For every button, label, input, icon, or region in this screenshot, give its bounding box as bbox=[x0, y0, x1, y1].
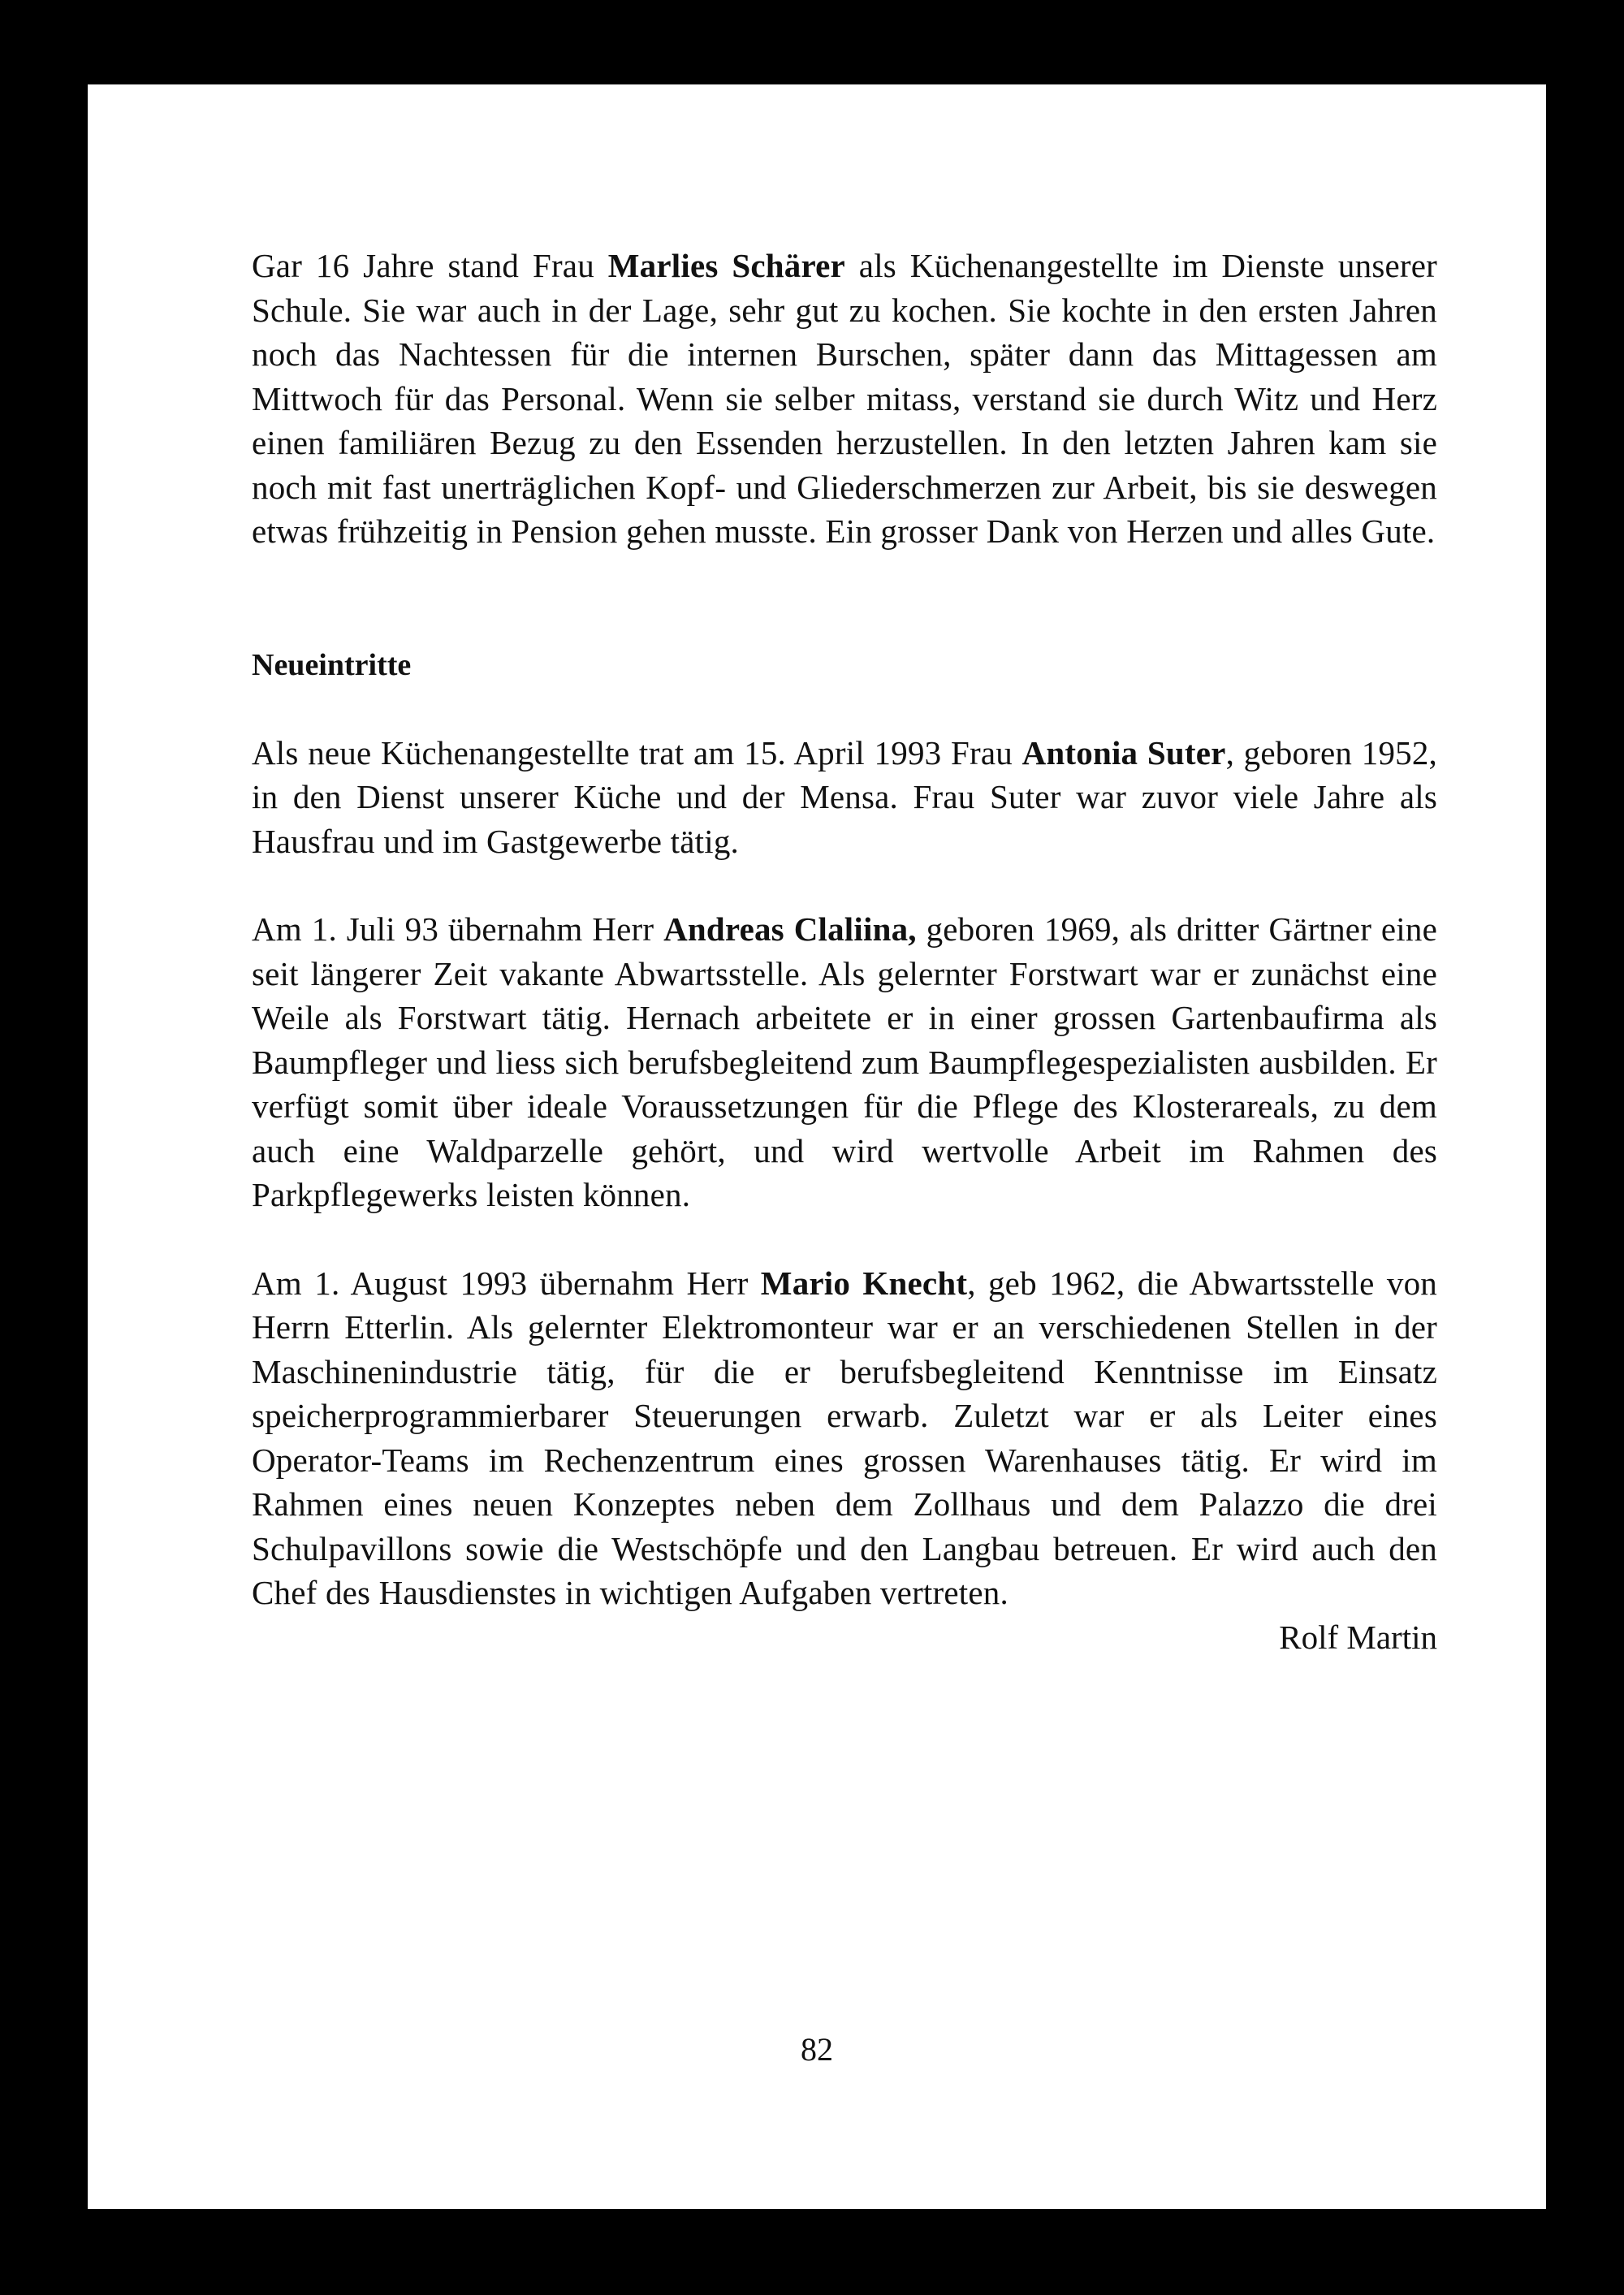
paragraph-4-text-end: , geb 1962, die Abwartsstelle von Herrn Etterlin. Als gelernter Elektromonteur war er an verschiedenen Stellen in der Maschinenindustrie tätig, für die er berufsbegleitend Kenntnisse im Einsatz speicherprogrammierbarer Steuerungen erwarb. Zuletzt war er als Leiter eines Operator-Teams im Rechenzentrum eines grossen Warenhauses tätig. Er wird im Rahmen eines neuen Konzeptes neben dem Zollhaus und dem Palazzo die drei Schulpavillons sowie die Westschöpfe und den Langbau betreuen. Er wird auch den Chef des Hausdienstes in wichtigen Aufgaben vertreten. bbox=[252, 1264, 1437, 1611]
author-signature: Rolf Martin bbox=[1279, 1618, 1437, 1656]
name-andreas-claliina: Andreas Claliina, bbox=[663, 910, 917, 948]
name-marlies-schaerer: Marlies Schärer bbox=[607, 247, 845, 284]
paragraph-2-text-end: , geboren 1952, in den Dienst unserer Küche und der Mensa. Frau Suter war zuvor viele Jahre als Hausfrau und im Gastgewerbe tätig. bbox=[252, 733, 1438, 860]
paragraph-andreas-claliina bbox=[252, 907, 1437, 1217]
paragraph-2-text-start: Als neue Küchenangestellte trat am 15. April 1993 Frau bbox=[252, 733, 1022, 771]
name-antonia-suter: Antonia Suter bbox=[1021, 733, 1226, 771]
paragraph-marlies-schaerer bbox=[252, 244, 1437, 554]
section-heading-neueintritte: Neueintritte bbox=[252, 647, 412, 682]
document-page bbox=[88, 84, 1546, 2209]
page-number: 82 bbox=[801, 2031, 833, 2068]
paragraph-antonia-suter bbox=[252, 731, 1437, 864]
paragraph-4-text-start: Am 1. August 1993 übernahm Herr bbox=[252, 1264, 761, 1302]
paragraph-1-text-start: Gar 16 Jahre stand Frau bbox=[252, 247, 608, 284]
document-body bbox=[252, 244, 1437, 1659]
paragraph-3-text-end: geboren 1969, als dritter Gärtner eine seit längerer Zeit vakante Abwartsstelle. Als gelernter Forstwart war er zunächst eine Weile als Forstwart tätig. Hernach arbeitete er in einer grossen Gartenbaufirma als Baumpfleger und liess sich berufsbegleitend zum Baumpflegespezialisten ausbilden. Er verfügt somit über ideale Voraussetzungen für die Pflege des Klosterareals, zu dem auch eine Waldparzelle gehört, und wird wertvolle Arbeit im Rahmen des Parkpflegewerks leisten können. bbox=[252, 910, 1437, 1213]
name-mario-knecht: Mario Knecht bbox=[760, 1264, 968, 1302]
paragraph-mario-knecht bbox=[252, 1261, 1437, 1615]
paragraph-3-text-start: Am 1. Juli 93 übernahm Herr bbox=[252, 910, 664, 948]
paragraph-1-text-end: als Küchenangestellte im Dienste unserer Schule. Sie war auch in der Lage, sehr gut zu kochen. Sie kochte in den ersten Jahren noch das Nachtessen für die internen Burschen, später dann das Mittagessen am Mittwoch für das Personal. Wenn sie selber mitass, verstand sie durch Witz und Herz einen familiären Bezug zu den Essenden herzustellen. In den letzten Jahren kam sie noch mit fast unerträglichen Kopf- und Gliederschmerzen zur Arbeit, bis sie deswegen etwas frühzeitig in Pension gehen musste. Ein grosser Dank von Herzen und alles Gute. bbox=[252, 247, 1437, 550]
